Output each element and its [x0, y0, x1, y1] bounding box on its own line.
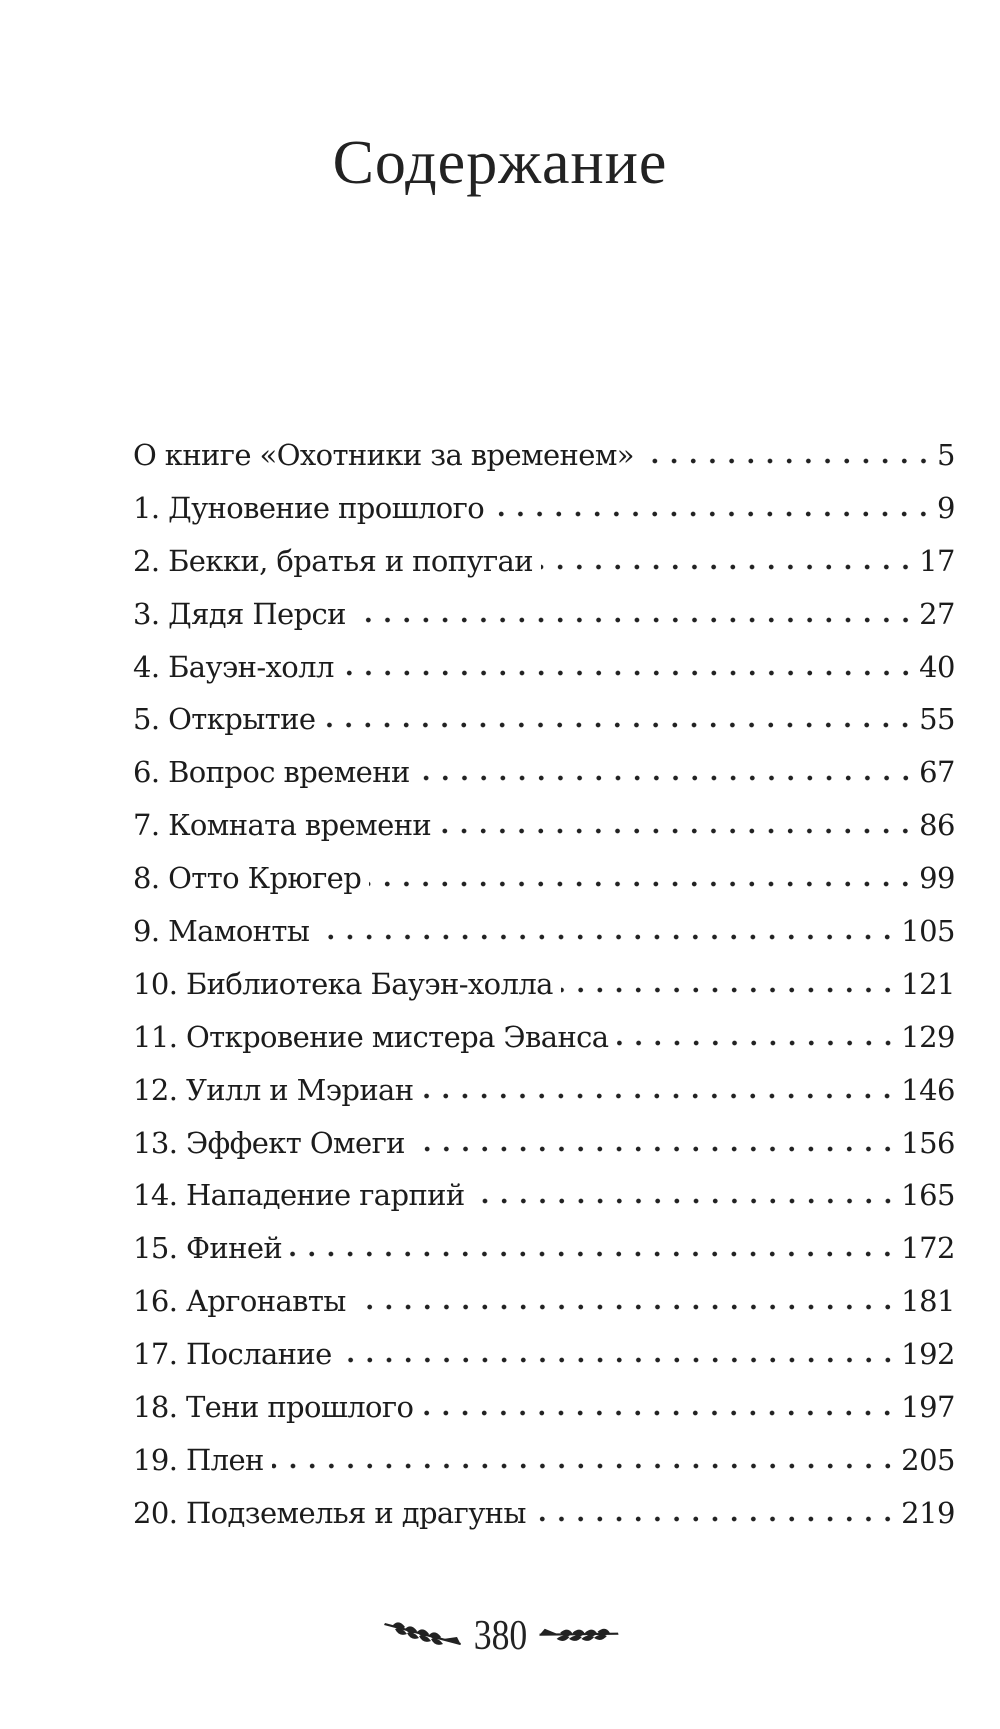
toc-entry-title: 13. Эффект Омеги: [133, 1125, 405, 1160]
dot-leader: [340, 1357, 897, 1363]
toc-entry-page: 99: [919, 861, 955, 896]
dot-leader: [541, 564, 915, 570]
toc-entry: [133, 491, 955, 544]
toc-entry-page: 156: [901, 1125, 955, 1160]
dot-leader: [317, 934, 897, 940]
toc-entry-page: 67: [919, 755, 955, 790]
dot-leader: [413, 1146, 897, 1152]
dot-leader: [534, 1516, 897, 1522]
toc-entry: [133, 1178, 955, 1231]
toc-entry-page: 121: [901, 966, 955, 1001]
toc-entry: [133, 755, 955, 808]
dot-leader: [354, 617, 915, 623]
toc-entry: [133, 1126, 955, 1179]
dot-leader: [473, 1198, 898, 1204]
toc-entry-page: 146: [901, 1072, 955, 1107]
toc-entry-title: 4. Бауэн-холл: [133, 649, 334, 684]
laurel-right-icon: [535, 1610, 621, 1662]
dot-leader: [421, 1410, 897, 1416]
toc-entry-title: 11. Откровение мистера Эванса: [133, 1019, 609, 1054]
toc-entry-page: 27: [919, 596, 955, 631]
page-footer: [0, 1612, 1000, 1660]
page-title: Содержание: [332, 129, 668, 197]
toc-entry: [133, 914, 955, 967]
toc-entry-title: 18. Тени прошлого: [133, 1390, 414, 1425]
toc-entry-page: 192: [901, 1337, 955, 1372]
toc-entry: [133, 1496, 955, 1549]
toc-entry-page: 5: [937, 438, 955, 472]
toc-entry-title: 3. Дядя Перси: [133, 596, 346, 631]
toc-entry: [133, 1231, 955, 1284]
toc-entry-title: 12. Уилл и Мэриан: [133, 1072, 414, 1107]
toc-entry-title: 15. Финей: [133, 1231, 283, 1266]
toc-entry: [133, 1073, 955, 1126]
page-number: 380: [473, 1613, 527, 1659]
toc-entry: [133, 438, 955, 491]
toc-entry-title: 16. Аргонавты: [133, 1284, 346, 1319]
toc-entry-page: 9: [937, 490, 955, 525]
dot-leader: [342, 670, 915, 676]
toc-entry-page: 129: [901, 1019, 955, 1054]
toc-entry-title: 9. Мамонты: [133, 914, 310, 949]
dot-leader: [561, 987, 897, 993]
toc-entry: [133, 1337, 955, 1390]
table-of-contents: [133, 438, 955, 1549]
toc-entry-title: 10. Библиотека Бауэн-холла: [133, 966, 553, 1001]
dot-leader: [272, 1463, 897, 1469]
toc-entry-page: 40: [919, 649, 955, 684]
toc-entry: [133, 808, 955, 861]
toc-entry: [133, 861, 955, 914]
toc-entry: [133, 1443, 955, 1496]
toc-entry-title: 19. Плен: [133, 1442, 264, 1477]
toc-entry-title: 5. Открытие: [133, 702, 316, 737]
toc-entry-page: 165: [901, 1178, 955, 1213]
toc-entry-page: 86: [919, 808, 955, 843]
toc-entry-page: 55: [919, 702, 955, 737]
dot-leader: [492, 511, 933, 517]
laurel-left-icon: [383, 1619, 463, 1653]
toc-entry-title: 20. Подземелья и драгуны: [133, 1495, 526, 1530]
toc-entry-title: 8. Отто Крюгер: [133, 861, 362, 896]
toc-entry-title: 14. Нападение гарпий: [133, 1178, 465, 1213]
toc-entry-page: 197: [901, 1390, 955, 1425]
dot-leader: [323, 722, 915, 728]
toc-entry-page: 219: [901, 1495, 955, 1530]
toc-entry-page: 172: [901, 1231, 955, 1266]
toc-entry: [133, 967, 955, 1020]
toc-entry-title: О книге «Охотники за временем»: [133, 438, 634, 472]
toc-entry-page: 105: [901, 914, 955, 949]
toc-entry: [133, 597, 955, 650]
dot-leader: [354, 1304, 897, 1310]
dot-leader: [439, 828, 915, 834]
toc-entry-page: 205: [901, 1442, 955, 1477]
toc-entry-page: 181: [901, 1284, 955, 1319]
dot-leader: [617, 1040, 898, 1046]
toc-entry: [133, 650, 955, 703]
toc-entry-title: 2. Бекки, братья и попугаи: [133, 543, 533, 578]
dot-leader: [369, 881, 915, 887]
dot-leader: [418, 775, 915, 781]
toc-entry: [133, 1020, 955, 1073]
toc-entry: [133, 1390, 955, 1443]
dot-leader: [290, 1251, 897, 1257]
toc-entry-title: 6. Вопрос времени: [133, 755, 410, 790]
dot-leader: [421, 1093, 897, 1099]
toc-entry-title: 7. Комната времени: [133, 808, 432, 843]
toc-entry-title: 17. Послание: [133, 1337, 332, 1372]
toc-entry-title: 1. Дуновение прошлого: [133, 490, 485, 525]
toc-entry-page: 17: [919, 543, 955, 578]
toc-entry: [133, 544, 955, 597]
toc-entry: [133, 1284, 955, 1337]
dot-leader: [642, 458, 933, 464]
toc-entry: [133, 702, 955, 755]
